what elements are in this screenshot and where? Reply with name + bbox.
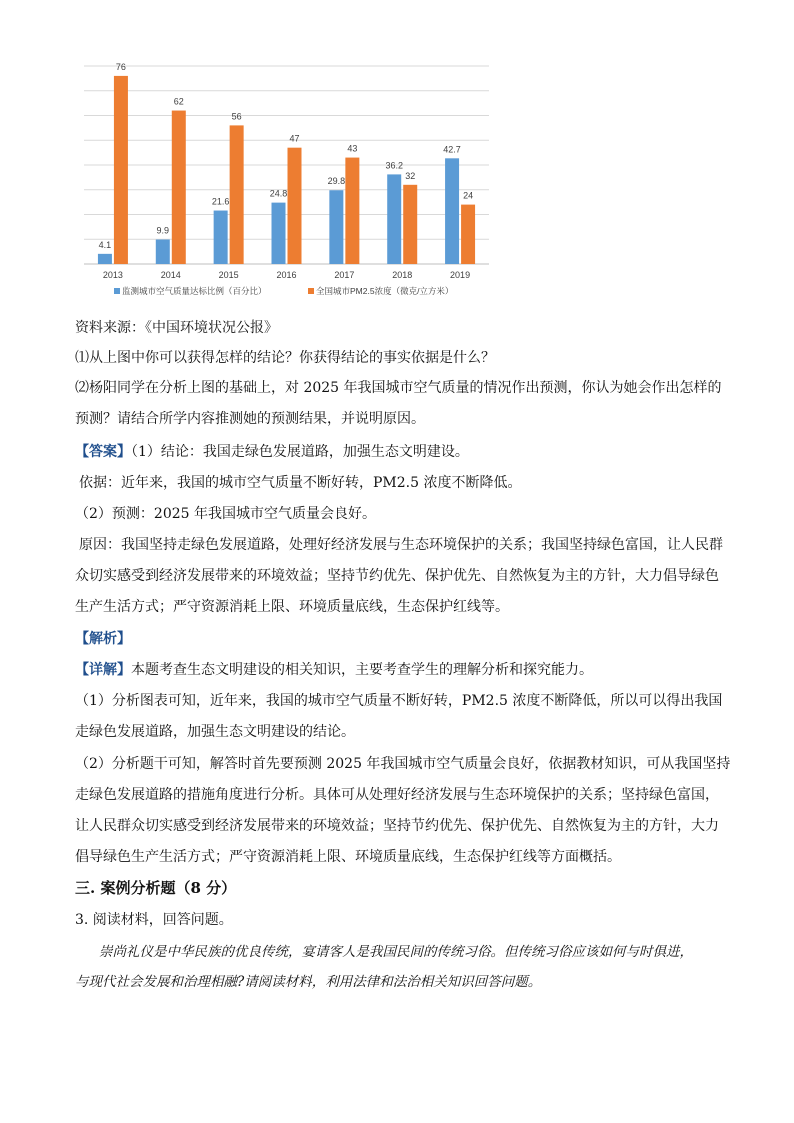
- data-label: 76: [115, 61, 126, 72]
- data-label: 42.7: [443, 144, 461, 155]
- detail-text: 本题考查生态文明建设的相关知识，主要考查学生的理解分析和探究能力。: [131, 662, 593, 678]
- data-label: 62: [173, 96, 184, 107]
- legend-label: 全国城市PM2.5浓度（微克/立方米）: [316, 286, 454, 296]
- material-line1: 崇尚礼仪是中华民族的优良传统，宴请客人是我国民间的传统习俗。但传统习俗应该如何与时俱进，: [99, 944, 693, 960]
- x-tick-label: 2015: [218, 270, 239, 280]
- bar-pm25: [230, 125, 244, 264]
- answer-tag: 【答案】: [75, 444, 131, 460]
- data-label: 9.9: [156, 225, 170, 236]
- detail-2-line4: 倡导绿色生产生活方式；严守资源消耗上限、环境质量底线，生态保护红线等方面概括。: [75, 849, 621, 865]
- detail-2-line3: 让人民群众切实感受到经济发展带来的环境效益；坚持节约优先、保护优先、自然恢复为主的方针，大力: [75, 818, 719, 834]
- data-label: 29.8: [327, 176, 346, 187]
- legend-swatch: [114, 288, 120, 294]
- detail-2-line2: 走绿色发展道路的措施角度进行分析。具体可从处理好经济发展与生态环境保护的关系；坚持绿色富国，: [75, 787, 719, 803]
- data-label: 43: [347, 143, 358, 154]
- data-label: 56: [231, 111, 242, 122]
- detail-1-line1: （1）分析图表可知，近年来，我国的城市空气质量不断好转，PM2.5 浓度不断降低，所以可以得出我国: [75, 693, 723, 709]
- bar-pm25: [172, 111, 186, 264]
- reason-line3: 生产生活方式；严守资源消耗上限、环境质量底线，生态保护红线等。: [75, 599, 509, 615]
- answer-line: [75, 442, 469, 462]
- bar-air-quality: [329, 190, 343, 264]
- x-tick-label: 2016: [276, 270, 297, 280]
- bar-pm25: [288, 148, 302, 264]
- bar-air-quality: [445, 158, 459, 264]
- bar-air-quality: [156, 239, 170, 264]
- data-label: 47: [289, 133, 300, 144]
- x-tick-label: 2014: [160, 270, 181, 280]
- question-1: ⑴从上图中你可以获得怎样的结论？你获得结论的事实依据是什么？: [75, 350, 495, 366]
- legend-label: 监测城市空气质量达标比例（百分比）: [122, 286, 267, 296]
- question-2-line1: ⑵杨阳同学在分析上图的基础上，对 2025 年我国城市空气质量的情况作出预测，你认为她会作出怎样的: [75, 380, 722, 396]
- bar-pm25: [461, 205, 475, 264]
- analysis-tag: 【解析】: [75, 631, 131, 647]
- bar-air-quality: [98, 254, 112, 264]
- answer-1: （1）结论：我国走绿色发展道路，加强生态文明建设。: [131, 444, 469, 460]
- data-label: 24: [463, 190, 474, 201]
- answer-basis: 依据：近年来，我国的城市空气质量不断好转，PM2.5 浓度不断降低。: [79, 475, 522, 491]
- detail-line: [75, 660, 593, 680]
- detail-1-line2: 走绿色发展道路，加强生态文明建设的结论。: [75, 724, 355, 740]
- answer-2: （2）预测：2025 年我国城市空气质量会良好。: [75, 506, 376, 522]
- x-tick-label: 2013: [102, 270, 123, 280]
- question-2-line2: 预测？请结合所学内容推测她的预测结果，并说明原因。: [75, 411, 425, 427]
- detail-2-line1: （2）分析题干可知，解答时首先要预测 2025 年我国城市空气质量会良好，依据教材知识，可从我国坚持: [75, 756, 731, 772]
- material-line2: 与现代社会发展和治理相融?请阅读材料，利用法律和法治相关知识回答问题。: [75, 974, 542, 990]
- reason-line2: 众切实感受到经济发展带来的环境效益；坚持节约优先、保护优先、自然恢复为主的方针，大力倡导绿色: [75, 568, 719, 584]
- bar-pm25: [403, 185, 417, 264]
- data-label: 21.6: [211, 196, 230, 207]
- bar-pm25: [114, 76, 128, 264]
- detail-tag: 【详解】: [75, 662, 131, 678]
- question-3: 3. 阅读材料，回答问题。: [75, 912, 233, 928]
- x-tick-label: 2018: [392, 270, 413, 280]
- bar-air-quality: [272, 203, 286, 264]
- bar-air-quality: [214, 211, 228, 264]
- section-3-heading: 三. 案例分析题（8 分）: [75, 879, 237, 897]
- bar-chart: [84, 60, 504, 310]
- reason-line1: 原因：我国坚持走绿色发展道路，处理好经济发展与生态环境保护的关系；我国坚持绿色富国，让人民群: [79, 537, 723, 553]
- data-label: 24.8: [269, 188, 288, 199]
- x-tick-label: 2017: [334, 270, 355, 280]
- legend-swatch: [308, 288, 314, 294]
- x-tick-label: 2019: [450, 270, 471, 280]
- data-label: 36.2: [385, 160, 403, 171]
- data-label: 32: [405, 170, 416, 181]
- bar-air-quality: [387, 174, 401, 264]
- data-label: 4.1: [98, 239, 112, 250]
- bar-pm25: [345, 158, 359, 264]
- source-note: 资料来源：《中国环境状况公报》: [75, 320, 278, 336]
